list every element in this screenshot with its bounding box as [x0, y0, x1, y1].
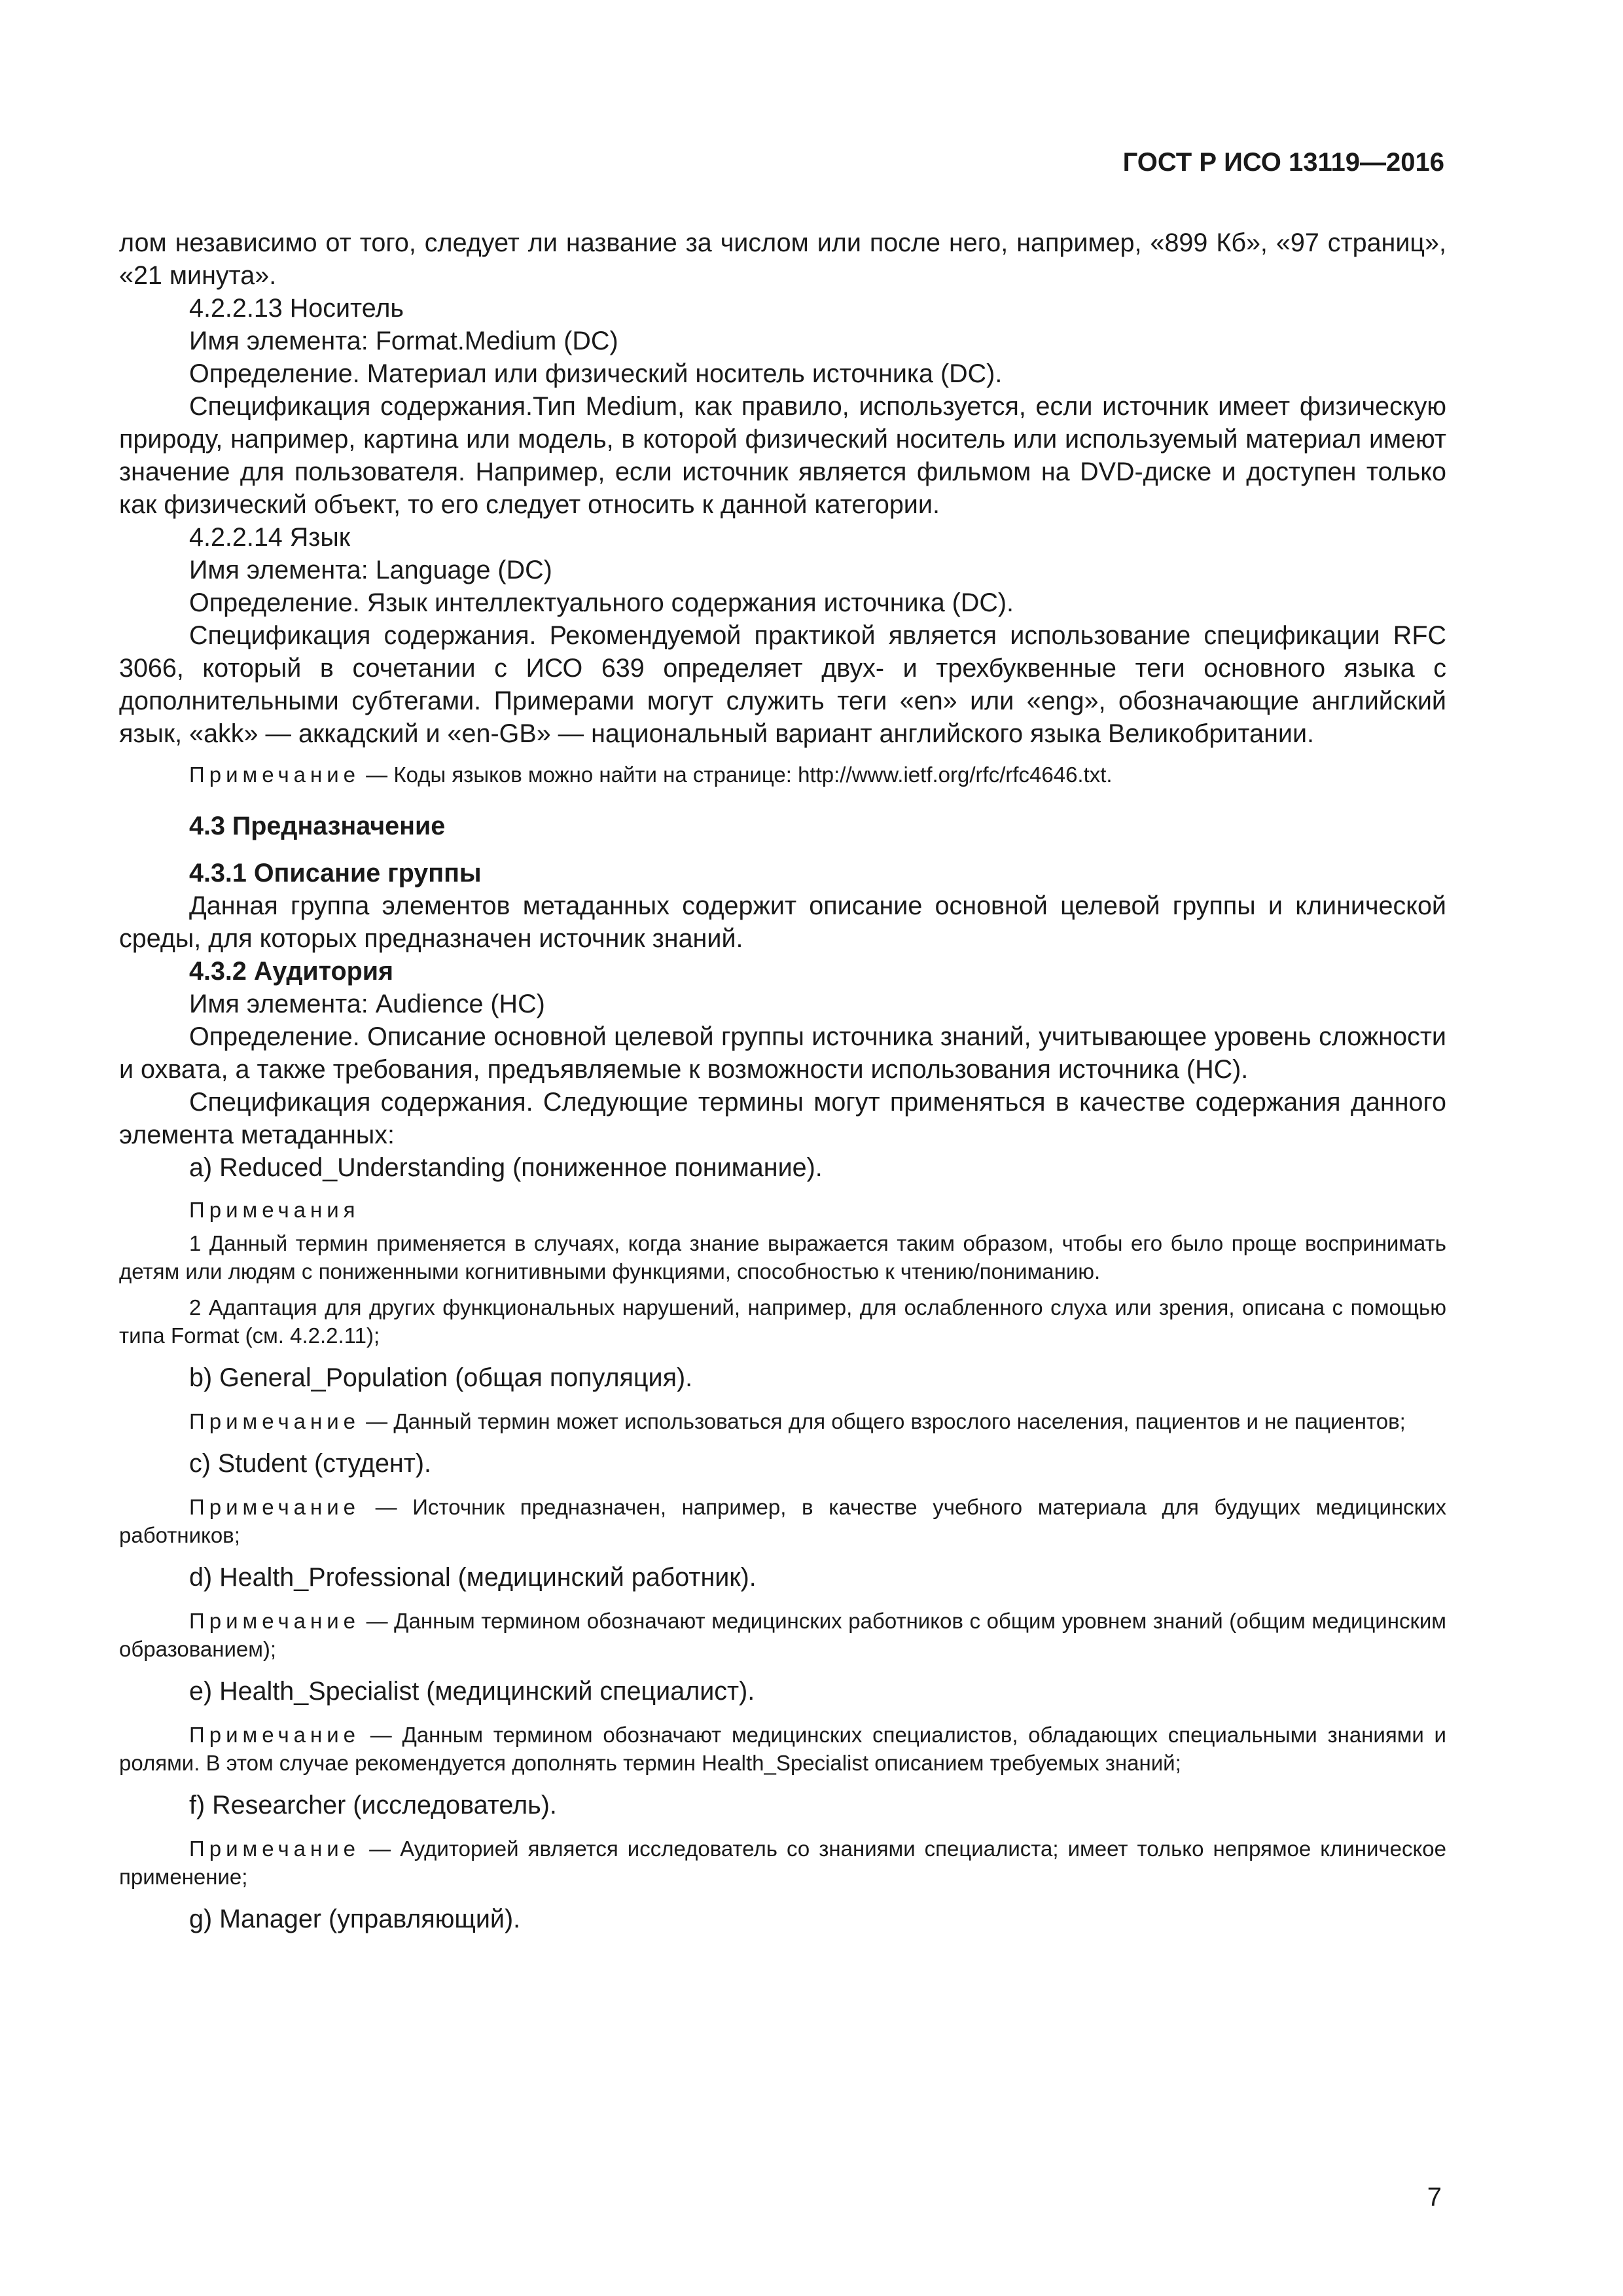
- section-heading-4-3: 4.3 Предназначение: [189, 812, 446, 840]
- note-text: — Аудиторией является исследователь со знаниями специалиста; имеет только непрямое клиническое применение;: [119, 1837, 1446, 1889]
- note-a1: 1 Данный термин применяется в случаях, когда знание выражается таким образом, чтобы его было проще воспринимать детям или людям с пониженными когнитивными функциями, способностью к чтению/пониманию.: [119, 1231, 1446, 1283]
- list-item-f: f) Researcher (исследователь).: [189, 1791, 557, 1820]
- note-text: — Коды языков можно найти на странице: http://www.ietf.org/rfc/rfc4646.txt.: [360, 762, 1113, 787]
- element-name-medium: Имя элемента: Format.Medium (DC): [189, 327, 618, 355]
- document-header: ГОСТ Р ИСО 13119—2016: [1122, 148, 1444, 177]
- note-text: — Данный термин может использоваться для общего взрослого населения, пациентов и не пациентов;: [360, 1409, 1406, 1433]
- list-item-d: d) Health_Professional (медицинский работник).: [189, 1563, 757, 1592]
- note-b: [119, 1407, 1446, 1435]
- note-text: — Данным термином обозначают медицинских работников с общим уровнем знаний (общим медицинским образованием);: [119, 1609, 1446, 1661]
- list-item-a: а) Reduced_Understanding (пониженное понимание).: [189, 1153, 823, 1182]
- list-item-e: е) Health_Specialist (медицинский специалист).: [189, 1677, 755, 1706]
- note-e: [119, 1721, 1446, 1777]
- note-c: [119, 1493, 1446, 1549]
- notes-label: Примечания: [189, 1198, 360, 1222]
- clause-heading-medium: 4.2.2.13 Носитель: [189, 294, 404, 323]
- note-d: [119, 1607, 1446, 1663]
- note-label: Примечание: [189, 1409, 361, 1433]
- spec-audience: Спецификация содержания. Следующие термины могут применяться в качестве содержания данного элемента метаданных:: [119, 1088, 1446, 1149]
- list-item-c: с) Student (студент).: [189, 1449, 431, 1478]
- note-text: — Данным термином обозначают медицинских специалистов, обладающих специальными знаниями и ролями. В этом случае рекомендуется дополнять термин Health_Specialist описанием требуемых знаний;: [119, 1723, 1446, 1775]
- note-f: [119, 1835, 1446, 1891]
- element-name-audience: Имя элемента: Audience (HC): [189, 990, 545, 1018]
- continuation-paragraph: лом независимо от того, следует ли название за числом или после него, например, «899 Кб», «97 страниц», «21 минута».: [119, 228, 1446, 290]
- page-number: 7: [1427, 2183, 1442, 2212]
- definition-language: Определение. Язык интеллектуального содержания источника (DC).: [189, 588, 1014, 617]
- element-name-language: Имя элемента: Language (DC): [189, 556, 552, 584]
- note-a2: 2 Адаптация для других функциональных нарушений, например, для ослабленного слуха или зрения, описана с помощью типа Format (см. 4.2.2.11);: [119, 1295, 1446, 1348]
- clause-heading-language: 4.2.2.14 Язык: [189, 523, 351, 552]
- note-label: Примечание: [189, 1495, 361, 1519]
- definition-medium: Определение. Материал или физический носитель источника (DC).: [189, 359, 1003, 388]
- notes-label-a: [119, 1196, 1446, 1224]
- note-language: [119, 761, 1446, 789]
- group-description: Данная группа элементов метаданных содержит описание основной целевой группы и клинической среды, для которых предназначен источник знаний.: [119, 891, 1446, 953]
- spec-language: Спецификация содержания. Рекомендуемой практикой является использование спецификации RFC 3066, который в сочетании с ИСО 639 определяет двух- и трехбуквенные теги основного языка с дополнительными субтегами. Примерами могут служить теги «en» или «eng», обозначающие английский язык, «akk» — аккадский и «en-GB» — национальный вариант английского языка Великобритании.: [119, 621, 1446, 748]
- note-label: Примечание: [189, 1609, 361, 1633]
- note-label: Примечание: [189, 1837, 361, 1861]
- spec-medium: Спецификация содержания.Тип Medium, как правило, используется, если источник имеет физическую природу, например, картина или модель, в которой физический носитель или используемый материал имеют значение для пользователя. Например, если источник является фильмом на DVD-диске и доступен только как физический объект, то его следует относить к данной категории.: [119, 392, 1446, 519]
- note-text: — Источник предназначен, например, в качестве учебного материала для будущих медицинских работников;: [119, 1495, 1446, 1547]
- section-heading-4-3-2: 4.3.2 Аудитория: [189, 957, 394, 986]
- document-body: [119, 226, 1446, 1935]
- list-item-g: g) Manager (управляющий).: [189, 1905, 521, 1933]
- note-label: Примечание: [189, 1723, 361, 1747]
- section-heading-4-3-1: 4.3.1 Описание группы: [189, 859, 482, 888]
- list-item-b: b) General_Population (общая популяция).: [189, 1363, 693, 1392]
- definition-audience: Определение. Описание основной целевой группы источника знаний, учитывающее уровень сложности и охвата, а также требования, предъявляемые к возможности использования источника (HC).: [119, 1022, 1446, 1084]
- note-label: Примечание: [189, 762, 361, 787]
